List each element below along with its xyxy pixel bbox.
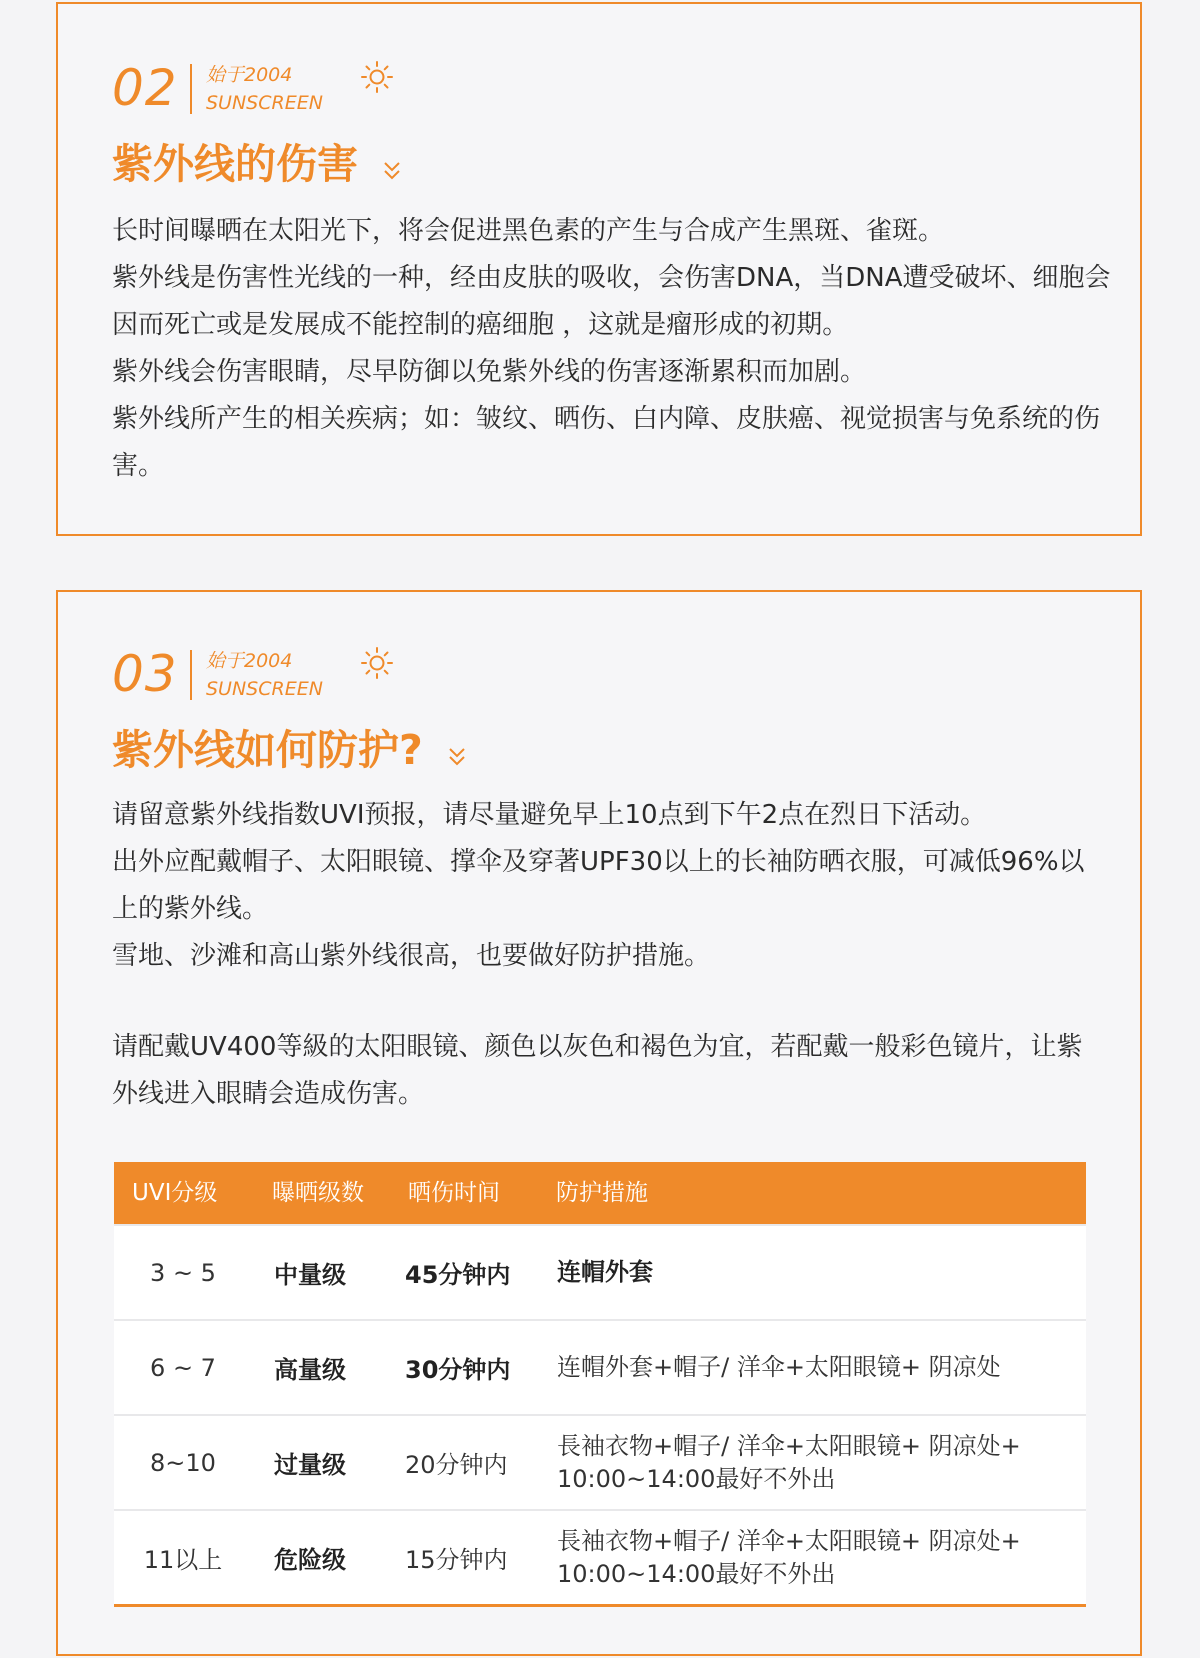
sun-icon	[360, 646, 394, 680]
section-title-row	[112, 138, 403, 190]
table-header	[114, 1162, 1086, 1224]
table-row	[114, 1509, 1086, 1604]
divider	[190, 650, 192, 700]
header-measure: 防护措施	[556, 1180, 648, 1206]
cell-time: 15分钟内	[405, 1546, 508, 1574]
paragraph: 请配戴UV400等級的太阳眼镜、颜色以灰色和褐色为宜，若配戴一般彩色镜片，让紫外线进入眼睛会造成伤害。	[112, 1032, 1083, 1109]
section-title: 紫外线的伤害	[112, 140, 358, 188]
cell-uvi: 6 ~ 7	[150, 1353, 216, 1382]
table-row	[114, 1224, 1086, 1319]
cell-measure: 長袖衣物+帽子/ 洋伞+太阳眼镜+ 阴凉处+ 10:00~14:00最好不外出	[557, 1431, 1021, 1493]
double-chevron-down-icon	[446, 743, 468, 769]
section-card-protection	[56, 590, 1142, 1656]
cell-measure: 连帽外套	[557, 1258, 653, 1286]
brand-tag-year: 始于2004	[206, 650, 293, 672]
section-number: 03	[112, 645, 178, 703]
header-uvi: UVI分级	[132, 1180, 218, 1206]
paragraph: 紫外线会伤害眼睛，尽早防御以免紫外线的伤害逐渐累积而加剧。	[112, 357, 867, 387]
brand-tag-year: 始于2004	[206, 64, 293, 86]
cell-uvi: 11以上	[143, 1546, 223, 1574]
cell-measure: 连帽外套+帽子/ 洋伞+太阳眼镜+ 阴凉处	[557, 1353, 1001, 1381]
cell-time: 45分钟内	[405, 1261, 511, 1289]
table-row	[114, 1414, 1086, 1509]
section-number: 02	[112, 59, 178, 117]
section-body	[112, 208, 1112, 490]
table-row	[114, 1319, 1086, 1414]
section-title-row	[112, 724, 468, 776]
paragraph: 出外应配戴帽子、太阳眼镜、撑伞及穿著UPF30以上的长袖防晒衣服，可减低96%以上的紫外线。	[112, 847, 1085, 924]
header-time: 晒伤时间	[408, 1180, 500, 1206]
section-body	[112, 792, 1102, 980]
section-card-harm	[56, 2, 1142, 536]
paragraph: 紫外线所产生的相关疾病；如：皱纹、晒伤、白内障、皮肤癌、视觉损害与免系统的伤害。	[112, 404, 1101, 481]
section-title: 紫外线如何防护?	[112, 726, 423, 774]
cell-level: 过量级	[274, 1451, 346, 1479]
cell-time: 30分钟内	[405, 1356, 511, 1384]
paragraph: 紫外线是伤害性光线的一种，经由皮肤的吸收，会伤害DNA，当DNA遭受破坏、细胞会因而死亡或是发展成不能控制的癌细胞 ，这就是瘤形成的初期。	[112, 263, 1111, 340]
divider	[190, 64, 192, 114]
paragraph: 请留意紫外线指数UVI预报，请尽量避免早上10点到下午2点在烈日下活动。	[112, 800, 987, 830]
uvi-table	[114, 1162, 1086, 1607]
cell-uvi: 3 ~ 5	[150, 1258, 216, 1287]
paragraph: 长时间曝晒在太阳光下，将会促进黑色素的产生与合成产生黑斑、雀斑。	[112, 216, 945, 246]
brand-tag-name: SUNSCREEN	[206, 678, 323, 700]
cell-level: 高量级	[274, 1356, 346, 1384]
header-level: 曝晒级数	[272, 1180, 364, 1206]
cell-measure: 長袖衣物+帽子/ 洋伞+太阳眼镜+ 阴凉处+ 10:00~14:00最好不外出	[557, 1526, 1021, 1588]
cell-level: 中量级	[274, 1261, 346, 1289]
paragraph: 雪地、沙滩和高山紫外线很高，也要做好防护措施。	[112, 941, 711, 971]
double-chevron-down-icon	[381, 157, 403, 183]
cell-time: 20分钟内	[405, 1451, 508, 1479]
brand-tag-name: SUNSCREEN	[206, 92, 323, 114]
cell-level: 危险级	[274, 1546, 346, 1574]
section-body-eyewear	[112, 1024, 1102, 1118]
sun-icon	[360, 60, 394, 94]
cell-uvi: 8~10	[150, 1448, 216, 1477]
